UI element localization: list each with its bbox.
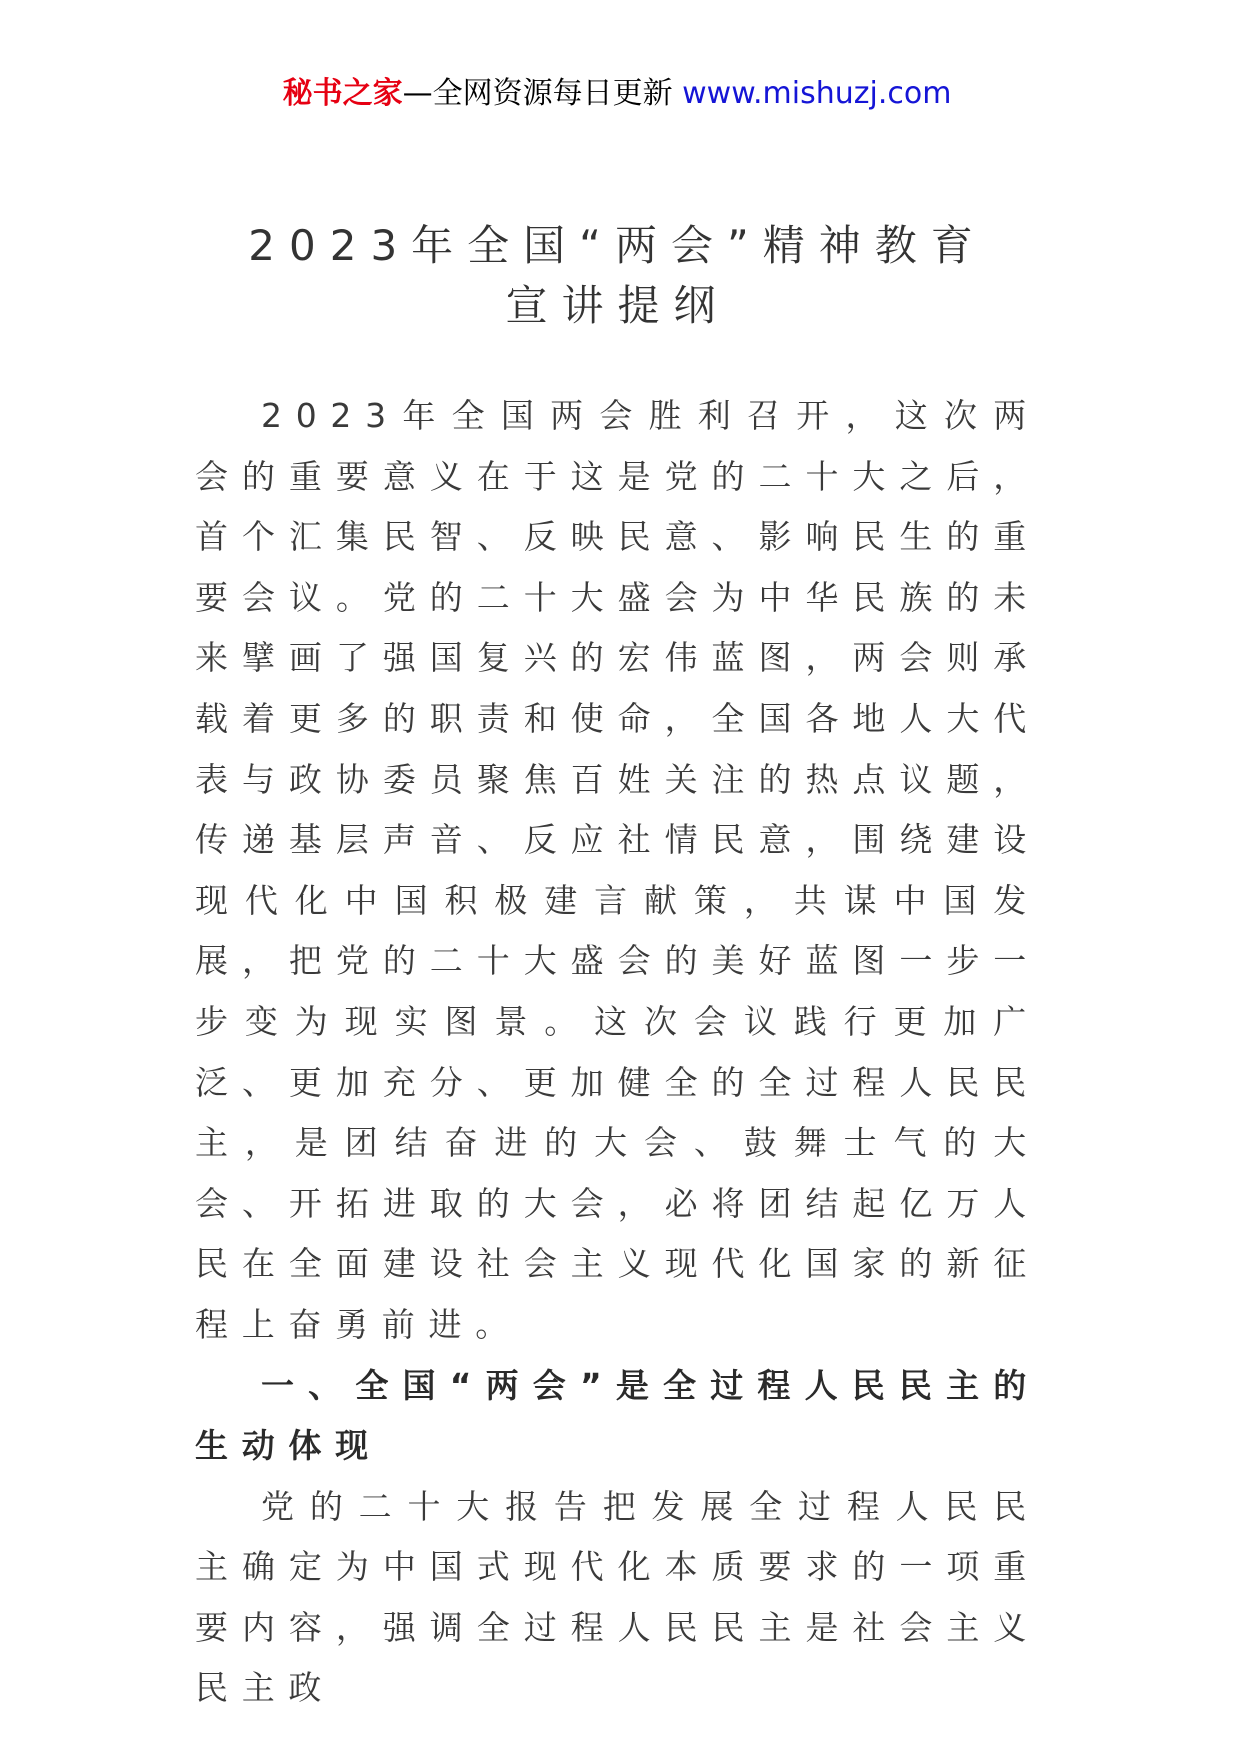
site-brand: 秘书之家 xyxy=(282,76,403,111)
section-heading-1: 一、全国“两会”是全过程人民民主的生动体现 xyxy=(195,1365,1040,1466)
title-line-2: 宣讲提纲 xyxy=(505,281,730,330)
title-line-1: 2023年全国“两会”精神教育 xyxy=(248,221,987,270)
document-title xyxy=(195,216,1040,336)
site-url-link[interactable]: www.mishuzj.com xyxy=(682,76,952,111)
intro-paragraph: 2023年全国两会胜利召开，这次两会的重要意义在于这是党的二十大之后，首个汇集民智、反映民意、影响民生的重要会议。党的二十大盛会为中华民族的未来擘画了强国复兴的宏伟蓝图，两会则承载着更多的职责和使命，全国各地人大代表与政协委员聚焦百姓关注的热点议题，传递基层声音、反应社情民意，围绕建设现代化中国积极建言献策，共谋中国发展，把党的二十大盛会的美好蓝图一步一步变为现实图景。这次会议践行更加广泛、更加充分、更加健全的全过程人民民主，是团结奋进的大会、鼓舞士气的大会、开拓进取的大会，必将团结起亿万人民在全面建设社会主义现代化国家的新征程上奋勇前进。 xyxy=(195,396,1040,1344)
section-1-paragraph: 党的二十大报告把发展全过程人民民主确定为中国式现代化本质要求的一项重要内容，强调全过程人民民主是社会主义民主政 xyxy=(195,1486,1040,1708)
site-header xyxy=(0,74,1234,114)
site-tagline: —全网资源每日更新 xyxy=(402,76,673,111)
document-body xyxy=(195,216,1040,1719)
